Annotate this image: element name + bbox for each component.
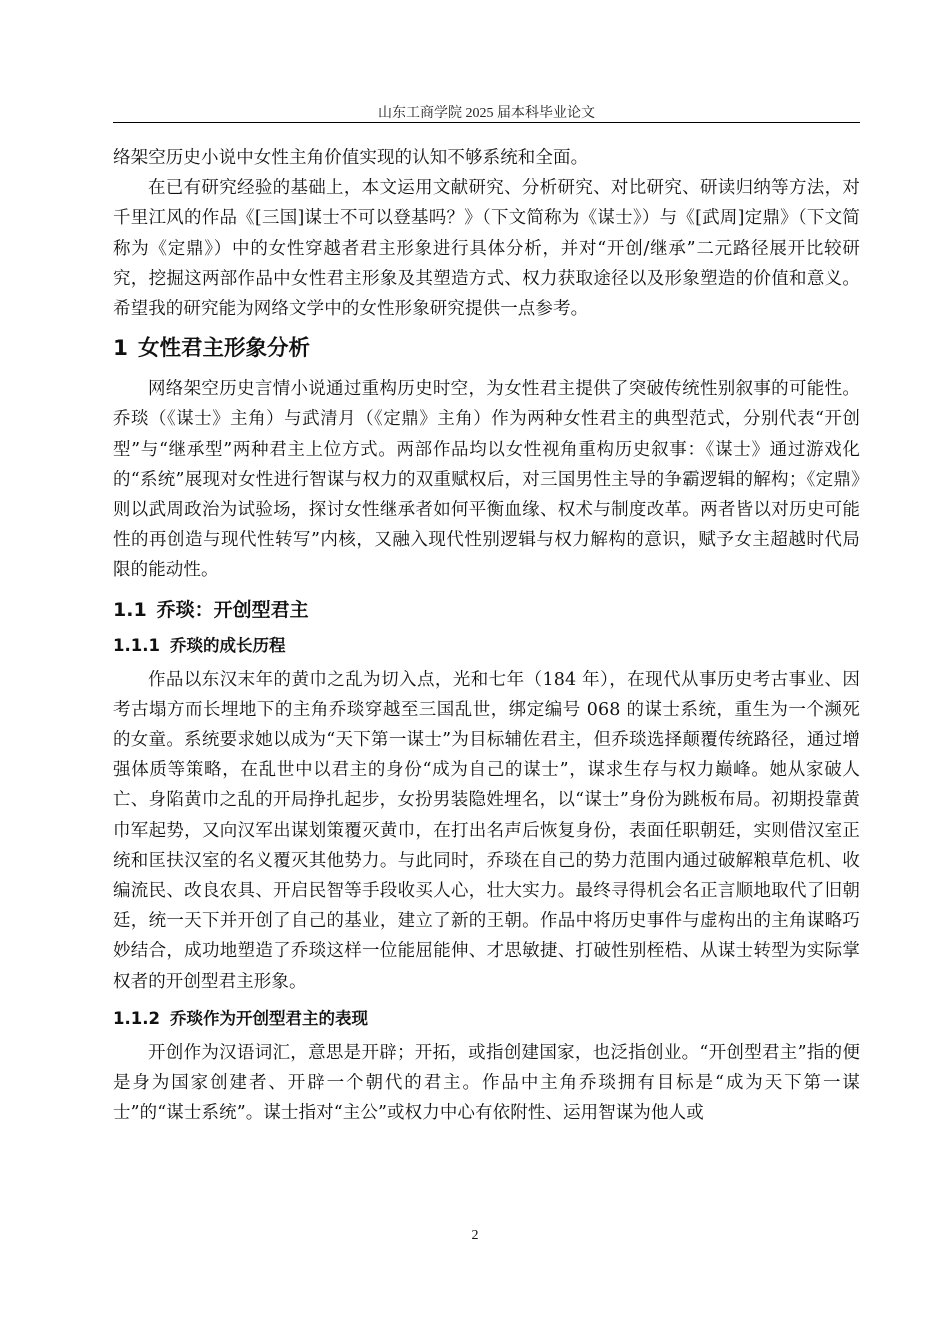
section-title: 女性君主形象分析 xyxy=(137,336,310,362)
header-rule xyxy=(113,122,860,123)
subsubsection-title: 乔琰的成长历程 xyxy=(169,635,286,655)
paragraph: 在已有研究经验的基础上，本文运用文献研究、分析研究、对比研究、研读归纳等方法，对千里江风的作品《[三国]谋士不可以登基吗？》（下文简称为《谋士》）与《[武周]定鼎》（下文简称为《定鼎》）中的女性穿越者君主形象进行具体分析，并对“开创/继承”二元路径展开比较研究，挖掘这两部作品中女性君主形象及其塑造方式、权力获取途径以及形象塑造的价值和意义。希望我的研究能为网络文学中的女性形象研究提供一点参考。 xyxy=(113,178,860,320)
paragraph: 网络架空历史言情小说通过重构历史时空，为女性君主提供了突破传统性别叙事的可能性。乔琰（《谋士》主角）与武清月（《定鼎》主角）作为两种女性君主的典型范式，分别代表“开创型”与“继承型”两种君主上位方式。两部作品均以女性视角重构历史叙事：《谋士》通过游戏化的“系统”展现对女性进行智谋与权力的双重赋权后，对三国男性主导的争霸逻辑的解构；《定鼎》则以武周政治为试验场，探讨女性继承者如何平衡血缘、权术与制度改革。两者皆以对历史可能性的再创造与现代性转写”内核，又融入现代性别逻辑与权力解构的意识，赋予女主超越时代局限的能动性。 xyxy=(113,379,860,581)
section-number: 1 xyxy=(113,336,128,362)
page-number: 2 xyxy=(471,1228,479,1243)
section-heading xyxy=(113,334,860,364)
paragraph: 作品以东汉末年的黄巾之乱为切入点，光和七年（184 年），在现代从事历史考古事业、因考古塌方而长埋地下的主角乔琰穿越至三国乱世，绑定编号 068 的谋士系统，重生为一个濒死的女童。系统要求她以成为“天下第一谋士”为目标辅佐君主，但乔琰选择颠覆传统路径，通过增强体质等策略，在乱世中以君主的身份“成为自己的谋士”，谋求生存与权力巅峰。她从家破人亡、身陷黄巾之乱的开局挣扎起步，女扮男装隐姓埋名，以“谋士”身份为跳板布局。初期投靠黄巾军起势，又向汉军出谋划策覆灭黄巾，在打出名声后恢复身份，表面任职朝廷，实则借汉室正统和匡扶汉室的名义覆灭其他势力。与此同时，乔琰在自己的势力范围内通过破解粮草危机、收编流民、改良农具、开启民智等手段收买人心，壮大实力。最终寻得机会名正言顺地取代了旧朝廷，统一天下并开创了自己的基业，建立了新的王朝。作品中将历史事件与虚构出的主角谋略巧妙结合，成功地塑造了乔琰这样一位能屈能伸、才思敏捷、打破性别桎梏、从谋士转型为实际掌权者的开创型君主形象。 xyxy=(113,669,860,992)
subsubsection-number: 1.1.1 xyxy=(113,635,160,655)
page-header: 山东工商学院 2025 届本科毕业论文 xyxy=(378,106,595,121)
subsubsection-title: 乔琰作为开创型君主的表现 xyxy=(169,1008,368,1028)
document-body xyxy=(113,143,860,1128)
subsubsection-heading xyxy=(113,633,860,659)
paragraph: 开创作为汉语词汇，意思是开辟；开拓，或指创建国家，也泛指创业。“开创型君主”指的便是身为国家创建者、开辟一个朝代的君主。作品中主角乔琰拥有目标是“成为天下第一谋士”的“谋士系统”。谋士指对“主公”或权力中心有依附性、运用智谋为他人或 xyxy=(113,1042,860,1124)
subsubsection-heading xyxy=(113,1006,860,1032)
subsection-title: 乔琰：开创型君主 xyxy=(156,598,309,621)
subsection-heading xyxy=(113,596,860,624)
subsection-number: 1.1 xyxy=(113,598,147,621)
subsubsection-number: 1.1.2 xyxy=(113,1008,160,1028)
paragraph: 络架空历史小说中女性主角价值实现的认知不够系统和全面。 xyxy=(113,148,589,168)
